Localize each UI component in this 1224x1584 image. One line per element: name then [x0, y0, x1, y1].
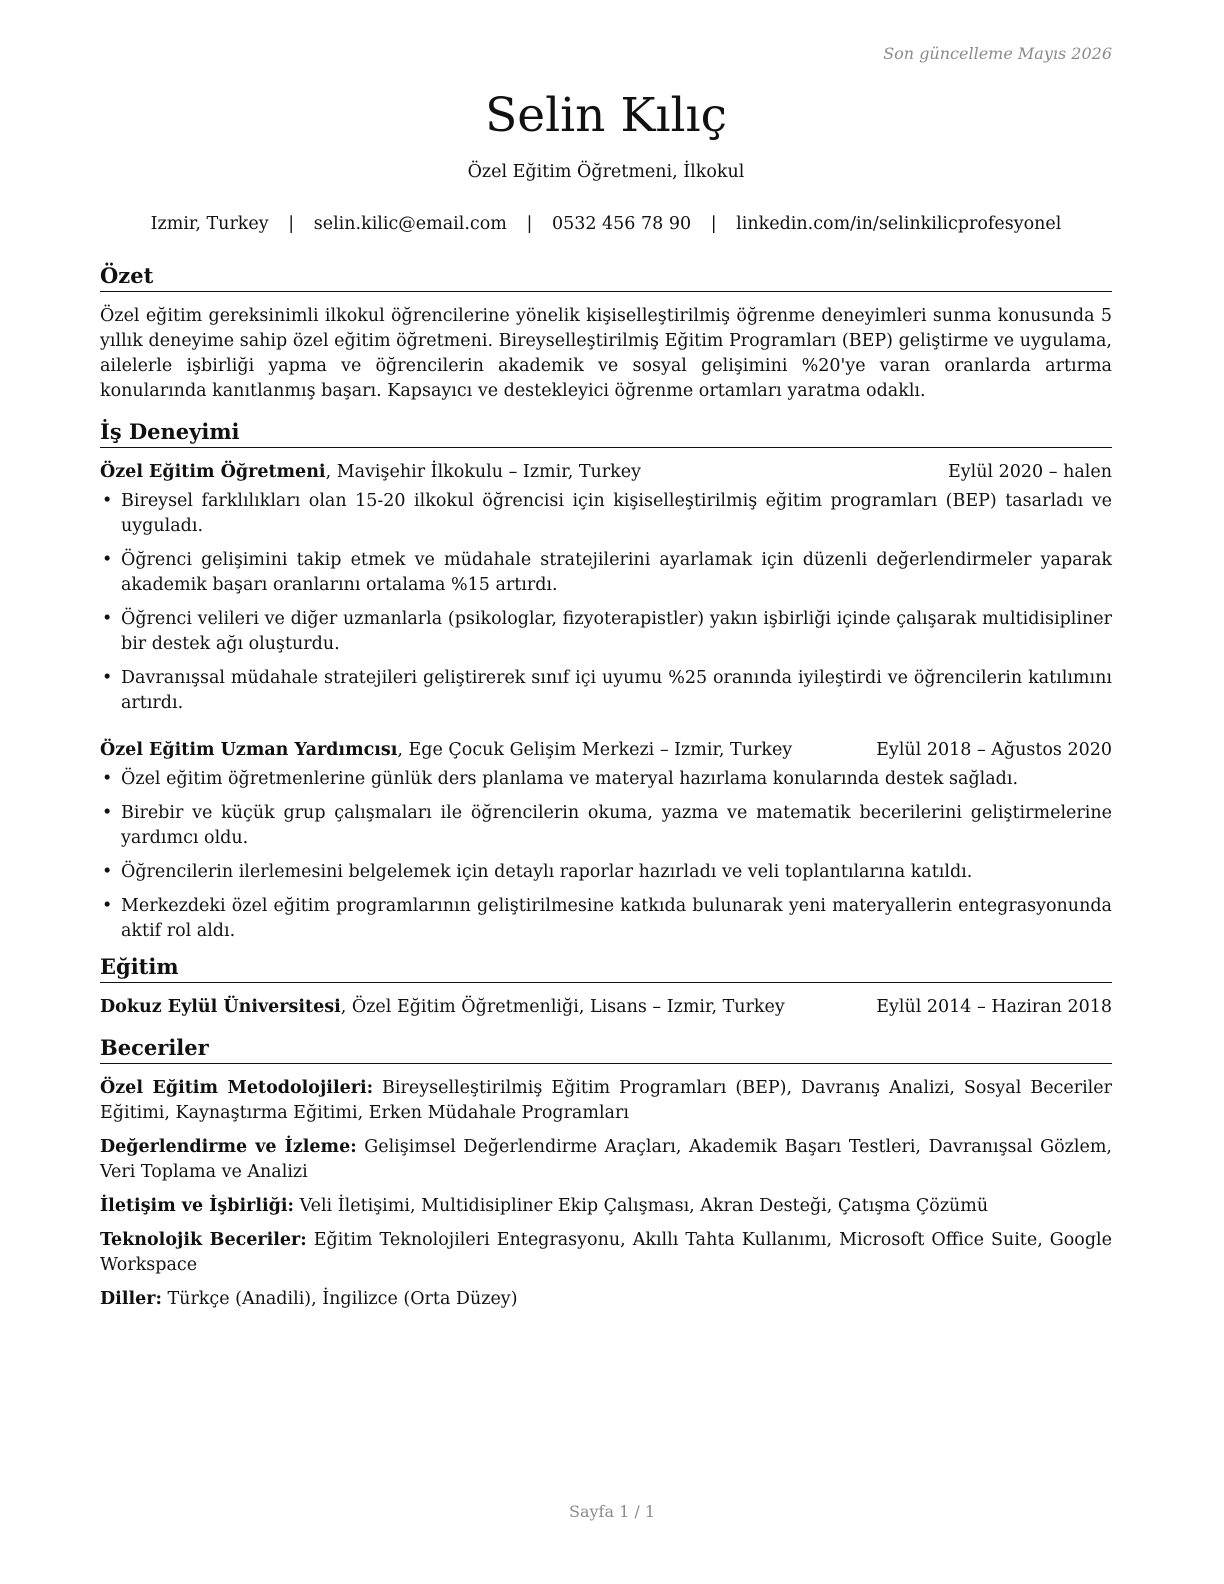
job-title-line — [100, 738, 792, 763]
skill-row — [100, 1194, 1112, 1219]
contact-line — [100, 212, 1112, 236]
skill-value: Bireyselleştirilmiş Eğitim Programları (BEP), Davranış Analizi, Sosyal Beceriler Eğitimi, Kaynaştırma Eğitimi, Erken Müdahale Programları — [100, 1078, 1112, 1123]
contact-linkedin[interactable]: linkedin.com/in/selinkilicprofesyonel — [736, 214, 1062, 234]
job-bullets — [100, 489, 1112, 716]
section-heading-experience: İş Deneyimi — [100, 418, 1112, 448]
job-header — [100, 460, 1112, 485]
bullet-text: Bireysel farklılıkları olan 15-20 ilkokul öğrencisi için kişiselleştirilmiş eğitim programları (BEP) tasarladı ve uyguladı. — [121, 491, 1112, 536]
education-detail: , Özel Eğitim Öğretmenliği, Lisans – Izmir, Turkey — [340, 997, 785, 1017]
skill-value: Türkçe (Anadili), İngilizce (Orta Düzey) — [161, 1289, 518, 1309]
bullet-icon: • — [102, 769, 113, 789]
bullet-item — [100, 894, 1112, 944]
skill-label: İletişim ve İşbirliği: — [100, 1196, 294, 1216]
bullet-item — [100, 801, 1112, 851]
skill-row — [100, 1135, 1112, 1185]
bullet-item — [100, 548, 1112, 598]
last-updated-note: Son güncelleme Mayıs 2026 — [883, 44, 1112, 63]
job-header — [100, 738, 1112, 763]
skill-label: Diller: — [100, 1289, 162, 1309]
job-organization: , Mavişehir İlkokulu – Izmir, Turkey — [325, 462, 641, 482]
bullet-icon: • — [102, 803, 113, 823]
education-school: Dokuz Eylül Üniversitesi — [100, 997, 341, 1017]
candidate-name: Selin Kılıç — [485, 88, 727, 143]
education-dates: Eylül 2014 – Haziran 2018 — [876, 997, 1112, 1017]
skill-row — [100, 1076, 1112, 1126]
bullet-text: Öğrenci gelişimini takip etmek ve müdahale stratejilerini ayarlamak için düzenli değerlendirmeler yaparak akademik başarı oranlarını ortalama %15 artırdı. — [121, 550, 1112, 595]
bullet-icon: • — [102, 550, 113, 570]
bullet-icon: • — [102, 896, 113, 916]
summary-text: Özel eğitim gereksinimli ilkokul öğrencilerine yönelik kişiselleştirilmiş öğrenme deneyimleri sunma konusunda 5 yıllık deneyime sahip özel eğitim öğretmeni. Bireyselleştirilmiş Eğitim Programları (BEP) geliştirme ve uygulama, ailelerle işbirliği yapma ve öğrencilerin akademik ve sosyal gelişimini %20'ye varan oranlarda artırma konularında kanıtlanmış başarı. Kapsayıcı ve destekleyici öğrenme ortamları yaratma odaklı. — [100, 306, 1112, 401]
bullet-icon: • — [102, 862, 113, 882]
bullet-item — [100, 666, 1112, 716]
bullet-text: Öğrencilerin ilerlemesini belgelemek için detaylı raporlar hazırladı ve veli toplantılarına katıldı. — [121, 862, 973, 882]
bullet-text: Davranışsal müdahale stratejileri geliştirerek sınıf içi uyumu %25 oranında iyileştirdi ve öğrencilerin katılımını artırdı. — [121, 668, 1112, 713]
resume-page — [100, 0, 1112, 1321]
bullet-item — [100, 860, 1112, 885]
contact-email[interactable]: selin.kilic@email.com — [313, 214, 507, 234]
bullet-text: Özel eğitim öğretmenlerine günlük ders planlama ve materyal hazırlama konularında destek sağladı. — [121, 769, 1019, 789]
section-heading-education: Eğitim — [100, 953, 1112, 983]
job-dates: Eylül 2020 – halen — [947, 462, 1112, 482]
bullet-icon: • — [102, 609, 113, 629]
skill-label: Değerlendirme ve İzleme: — [100, 1137, 357, 1157]
skill-value: Veli İletişimi, Multidisipliner Ekip Çalışması, Akran Desteği, Çatışma Çözümü — [294, 1196, 989, 1216]
bullet-item — [100, 489, 1112, 539]
contact-phone: 0532 456 78 90 — [551, 214, 692, 234]
contact-separator: | — [710, 214, 717, 234]
education-title-line — [100, 995, 785, 1020]
skill-row — [100, 1228, 1112, 1278]
section-heading-skills: Beceriler — [100, 1034, 1112, 1064]
skill-label: Özel Eğitim Metodolojileri: — [100, 1078, 374, 1098]
job-organization: , Ege Çocuk Gelişim Merkezi – Izmir, Turkey — [397, 740, 793, 760]
education-entry — [100, 995, 1112, 1020]
job-title-line — [100, 460, 641, 485]
bullet-text: Merkezdeki özel eğitim programlarının geliştirilmesine katkıda bulunarak yeni materyallerin entegrasyonunda aktif rol aldı. — [121, 896, 1112, 941]
bullet-icon: • — [102, 668, 113, 688]
bullet-item — [100, 767, 1112, 792]
job-bullets — [100, 767, 1112, 944]
job-entry — [100, 738, 1112, 944]
job-role: Özel Eğitim Uzman Yardımcısı — [100, 740, 398, 760]
bullet-text: Birebir ve küçük grup çalışmaları ile öğrencilerin okuma, yazma ve matematik becerilerini geliştirmelerine yardımcı oldu. — [121, 803, 1112, 848]
bullet-text: Öğrenci velileri ve diğer uzmanlarla (psikologlar, fizyoterapistler) yakın işbirliği içinde çalışarak multidisipliner bir destek ağı oluşturdu. — [121, 609, 1112, 654]
bullet-item — [100, 607, 1112, 657]
skill-row — [100, 1287, 1112, 1312]
page-number: Sayfa 1 / 1 — [568, 1502, 655, 1521]
skill-value: Gelişimsel Değerlendirme Araçları, Akademik Başarı Testleri, Davranışsal Gözlem, Veri Toplama ve Analizi — [100, 1137, 1112, 1182]
skill-label: Teknolojik Beceriler: — [100, 1230, 307, 1250]
contact-location: Izmir, Turkey — [150, 214, 269, 234]
bullet-icon: • — [102, 491, 113, 511]
job-role: Özel Eğitim Öğretmeni — [100, 462, 326, 482]
section-heading-summary: Özet — [100, 262, 1112, 292]
skill-value: Eğitim Teknolojileri Entegrasyonu, Akıllı Tahta Kullanımı, Microsoft Office Suite, Google Workspace — [100, 1230, 1112, 1275]
contact-separator: | — [526, 214, 533, 234]
job-dates: Eylül 2018 – Ağustos 2020 — [876, 740, 1112, 760]
contact-separator: | — [288, 214, 295, 234]
job-entry — [100, 460, 1112, 716]
candidate-title: Özel Eğitim Öğretmeni, İlkokul — [467, 162, 745, 182]
